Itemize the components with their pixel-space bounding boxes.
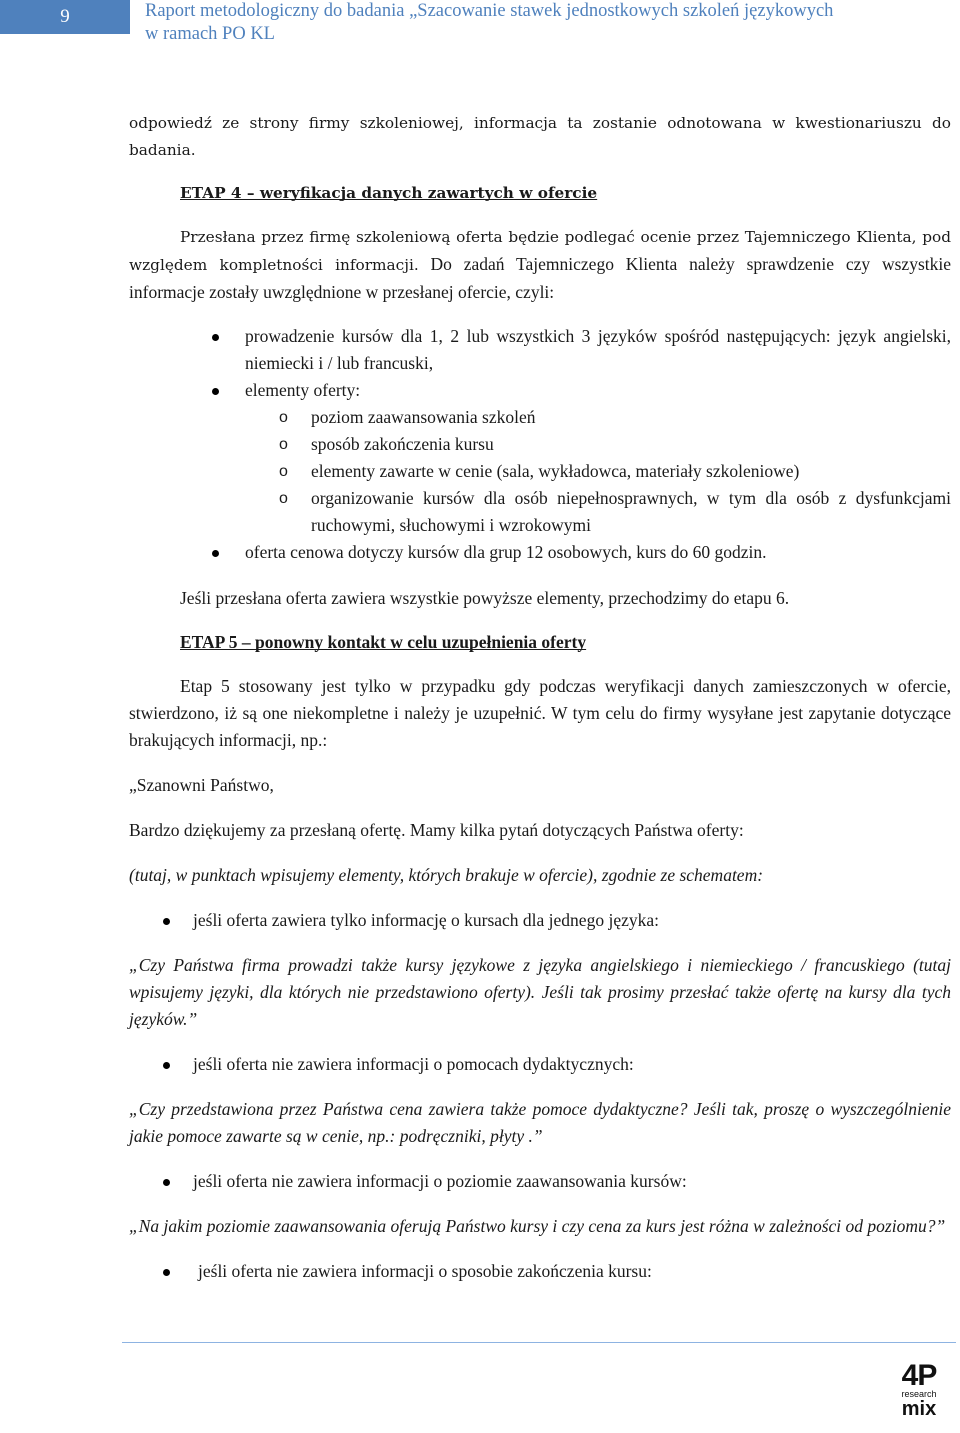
- logo-mix: mix: [901, 1398, 937, 1420]
- case-item: [129, 1168, 951, 1195]
- paragraph-etap4-part1: Przesłana przez firmę szkoleniową oferta będzie podlegać ocenie przez Tajemniczego Klienta, pod względem kompletności informacji.: [129, 228, 951, 274]
- header-title-line1: Raport metodologiczny do badania „Szacowanie stawek jednostkowych szkoleń językowych: [145, 1, 834, 21]
- question-text: „Czy Państwa firma prowadzi także kursy językowe z języka angielskiego i niemieckiego / francuskiego (tutaj wpisujemy języki, dla których nie przedstawiono oferty). Jeśli tak prosimy przesłać także ofertę na kursy dla tych języków.”: [129, 955, 951, 1029]
- bullet-icon: [163, 918, 170, 925]
- sublist-item: [129, 458, 951, 485]
- list-item-text: prowadzenie kursów dla 1, 2 lub wszystkich 3 języków spośród następujących: język angielski, niemiecki i / lub francuski,: [245, 326, 951, 373]
- list-item: [129, 323, 951, 377]
- offer-requirements-list: [129, 323, 951, 566]
- paragraph-intro: odpowiedź ze strony firmy szkoleniowej, informacja ta zostanie odnotowana w kwestionariuszu do badania.: [129, 114, 951, 159]
- header-title-line2: w ramach PO KL: [145, 24, 275, 44]
- circle-bullet-icon: o: [279, 436, 288, 453]
- list-item: [129, 377, 951, 539]
- case-text: jeśli oferta nie zawiera informacji o sposobie zakończenia kursu:: [198, 1261, 652, 1281]
- case-item: [129, 1258, 951, 1285]
- bullet-icon: [163, 1269, 170, 1276]
- bullet-icon: [163, 1062, 170, 1069]
- footer-divider: [122, 1342, 956, 1343]
- letter-greeting: „Szanowni Państwo,: [129, 775, 274, 795]
- letter-thanks: Bardzo dziękujemy za przesłaną ofertę. Mamy kilka pytań dotyczących Państwa oferty:: [129, 820, 744, 840]
- sublist-item-text: organizowanie kursów dla osób niepełnosprawnych, w tym dla osób z dysfunkcjami ruchowymi, słuchowymi i wzrokowymi: [311, 488, 951, 535]
- offer-elements-sublist: [245, 404, 951, 539]
- logo-research: research: [901, 1389, 937, 1399]
- bullet-icon: [212, 550, 219, 557]
- case-text: jeśli oferta nie zawiera informacji o poziomie zaawansowania kursów:: [193, 1171, 687, 1191]
- case-item: [129, 1051, 951, 1078]
- case-item: [129, 907, 951, 934]
- case-text: jeśli oferta nie zawiera informacji o pomocach dydaktycznych:: [193, 1054, 634, 1074]
- sublist-item: [129, 485, 951, 539]
- bullet-icon: [163, 1179, 170, 1186]
- circle-bullet-icon: o: [279, 490, 288, 507]
- sublist-item: [129, 431, 951, 458]
- sublist-item-text: sposób zakończenia kursu: [311, 434, 494, 454]
- paragraph-etap4: [129, 224, 951, 307]
- page-number: 9: [0, 0, 130, 34]
- schema-note: (tutaj, w punktach wpisujemy elementy, których brakuje w ofercie), zgodnie ze schematem:: [129, 865, 764, 885]
- etap5-heading: ETAP 5 – ponowny kontakt w celu uzupełnienia oferty: [180, 632, 587, 652]
- logo-4p: 4P: [901, 1359, 937, 1392]
- etap4-heading: ETAP 4 – weryfikacja danych zawartych w ofercie: [180, 184, 598, 202]
- list-item-text: elementy oferty:: [245, 380, 361, 400]
- question-text: „Na jakim poziomie zaawansowania oferują Państwo kursy i czy cena za kurs jest różna w zależności od poziomu?”: [129, 1216, 946, 1236]
- paragraph-etap5: Etap 5 stosowany jest tylko w przypadku gdy podczas weryfikacji danych zamieszczonych w ofercie, stwierdzono, iż są one niekompletne i należy je uzupełnić. W tym celu do firmy wysyłane jest zapytanie dotyczące brakujących informacji, np.:: [129, 676, 951, 750]
- list-item-text: oferta cenowa dotyczy kursów dla grup 12 osobowych, kurs do 60 godzin.: [245, 542, 767, 562]
- paragraph-next-step: Jeśli przesłana oferta zawiera wszystkie powyższe elementy, przechodzimy do etapu 6.: [180, 588, 790, 608]
- paragraph-etap4-part2: Do zadań Tajemniczego Klienta należy sprawdzenie czy wszystkie informacje zostały uwzględnione w przesłanej ofercie, czyli:: [129, 254, 951, 302]
- list-item: [129, 539, 951, 566]
- circle-bullet-icon: o: [279, 463, 288, 480]
- running-header: [145, 0, 945, 46]
- question-text: „Czy przedstawiona przez Państwa cena zawiera także pomoce dydaktyczne? Jeśli tak, proszę o wyszczególnienie jakie pomoce zawarte są w cenie, np.: podręczniki, płyty .”: [129, 1099, 951, 1146]
- sublist-item: [129, 404, 951, 431]
- sublist-item-text: elementy zawarte w cenie (sala, wykładowca, materiały szkoleniowe): [311, 461, 800, 481]
- document-body: [129, 110, 951, 1285]
- bullet-icon: [212, 334, 219, 341]
- case-text: jeśli oferta zawiera tylko informację o kursach dla jednego języka:: [193, 910, 659, 930]
- sublist-item-text: poziom zaawansowania szkoleń: [311, 407, 536, 427]
- circle-bullet-icon: o: [279, 409, 288, 426]
- company-logo: [896, 1359, 942, 1422]
- bullet-icon: [212, 388, 219, 395]
